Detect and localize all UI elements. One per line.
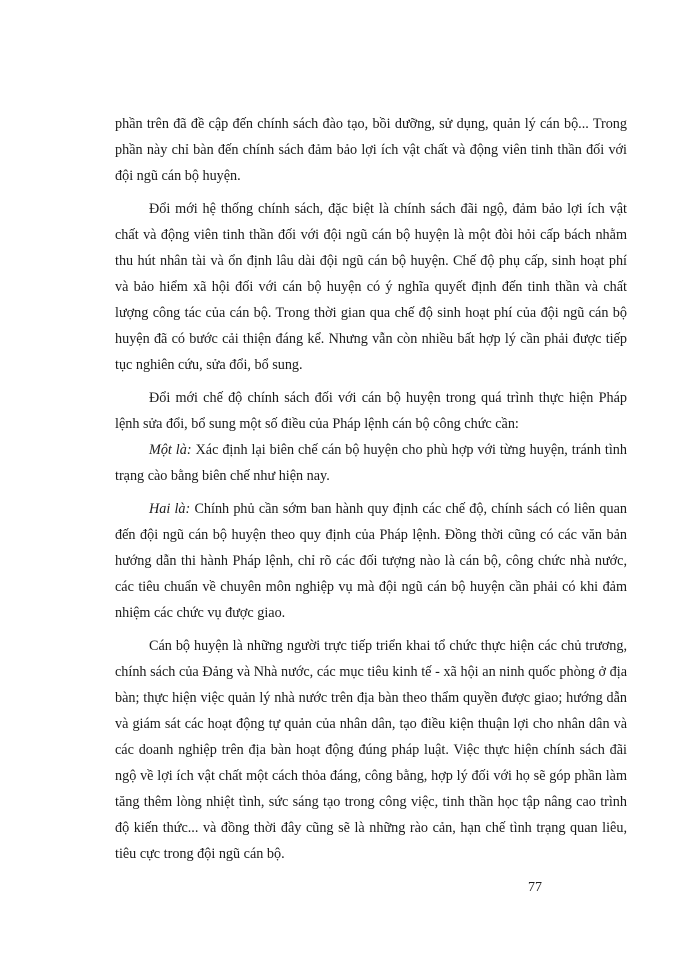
paragraph-continuation: phần trên đã đề cập đến chính sách đào tạo, bồi dưỡng, sử dụng, quản lý cán bộ... Trong phần này chỉ bàn đến chính sách đảm bảo lợi ích vật chất và động viên tinh thần đối với đội ngũ cán bộ huyện. bbox=[115, 116, 627, 184]
body-text bbox=[115, 111, 627, 867]
list-item-two bbox=[115, 496, 627, 626]
paragraph-closing: Cán bộ huyện là những người trực tiếp triển khai tổ chức thực hiện các chủ trương, chính sách của Đảng và Nhà nước, các mục tiêu kinh tế - xã hội an ninh quốc phòng ở địa bàn; thực hiện việc quản lý nhà nước trên địa bàn theo thẩm quyền được giao; hướng dẫn và giám sát các hoạt động tự quản của nhân dân, tạo điều kiện thuận lợi cho nhân dân và các doanh nghiệp trên địa bàn hoạt động đúng pháp luật. Việc thực hiện chính sách đãi ngộ về lợi ích vật chất một cách thỏa đáng, công bằng, hợp lý đối với họ sẽ góp phần làm tăng thêm lòng nhiệt tình, sức sáng tạo trong công việc, tinh thần học tập nâng cao trình độ kiến thức... và đồng thời đây cũng sẽ là những rào cản, hạn chế tình trạng quan liêu, tiêu cực trong đội ngũ cán bộ. bbox=[115, 638, 627, 862]
paragraph-policy-reform: Đổi mới hệ thống chính sách, đặc biệt là chính sách đãi ngộ, đảm bảo lợi ích vật chất và động viên tinh thần đối với đội ngũ cán bộ huyện là một đòi hỏi cấp bách nhằm thu hút nhân tài và ổn định lâu dài đội ngũ cán bộ huyện. Chế độ phụ cấp, sinh hoạt phí và bảo hiểm xã hội đối với cán bộ huyện có ý nghĩa quyết định đến tinh thần và chất lượng công tác của cán bộ. Trong thời gian qua chế độ sinh hoạt phí của đội ngũ cán bộ huyện đã có bước cải thiện đáng kể. Nhưng vẫn còn nhiều bất hợp lý cần phải được tiếp tục nghiên cứu, sửa đổi, bổ sung. bbox=[115, 201, 627, 373]
list-item-two-text: Chính phủ cần sớm ban hành quy định các chế độ, chính sách có liên quan đến đội ngũ cán bộ huyện theo quy định của Pháp lệnh. Đồng thời cũng có các văn bản hướng dẫn thi hành Pháp lệnh, chỉ rõ các đối tượng nào là cán bộ, công chức nhà nước, các tiêu chuẩn về chuyên môn nghiệp vụ mà đội ngũ cán bộ huyện cần phải có khi đảm nhiệm các chức vụ được giao. bbox=[115, 501, 627, 621]
paragraph-reform-intro: Đổi mới chế độ chính sách đối với cán bộ huyện trong quá trình thực hiện Pháp lệnh sửa đổi, bổ sung một số điều của Pháp lệnh cán bộ công chức cần: bbox=[115, 390, 627, 432]
page-number: 77 bbox=[528, 880, 542, 895]
list-item-one-lead: Một là: bbox=[149, 442, 192, 458]
list-item-one bbox=[115, 437, 627, 489]
list-item-one-text: Xác định lại biên chế cán bộ huyện cho phù hợp với từng huyện, tránh tình trạng cào bằng biên chế như hiện nay. bbox=[115, 442, 627, 484]
list-item-two-lead: Hai là: bbox=[149, 501, 191, 517]
